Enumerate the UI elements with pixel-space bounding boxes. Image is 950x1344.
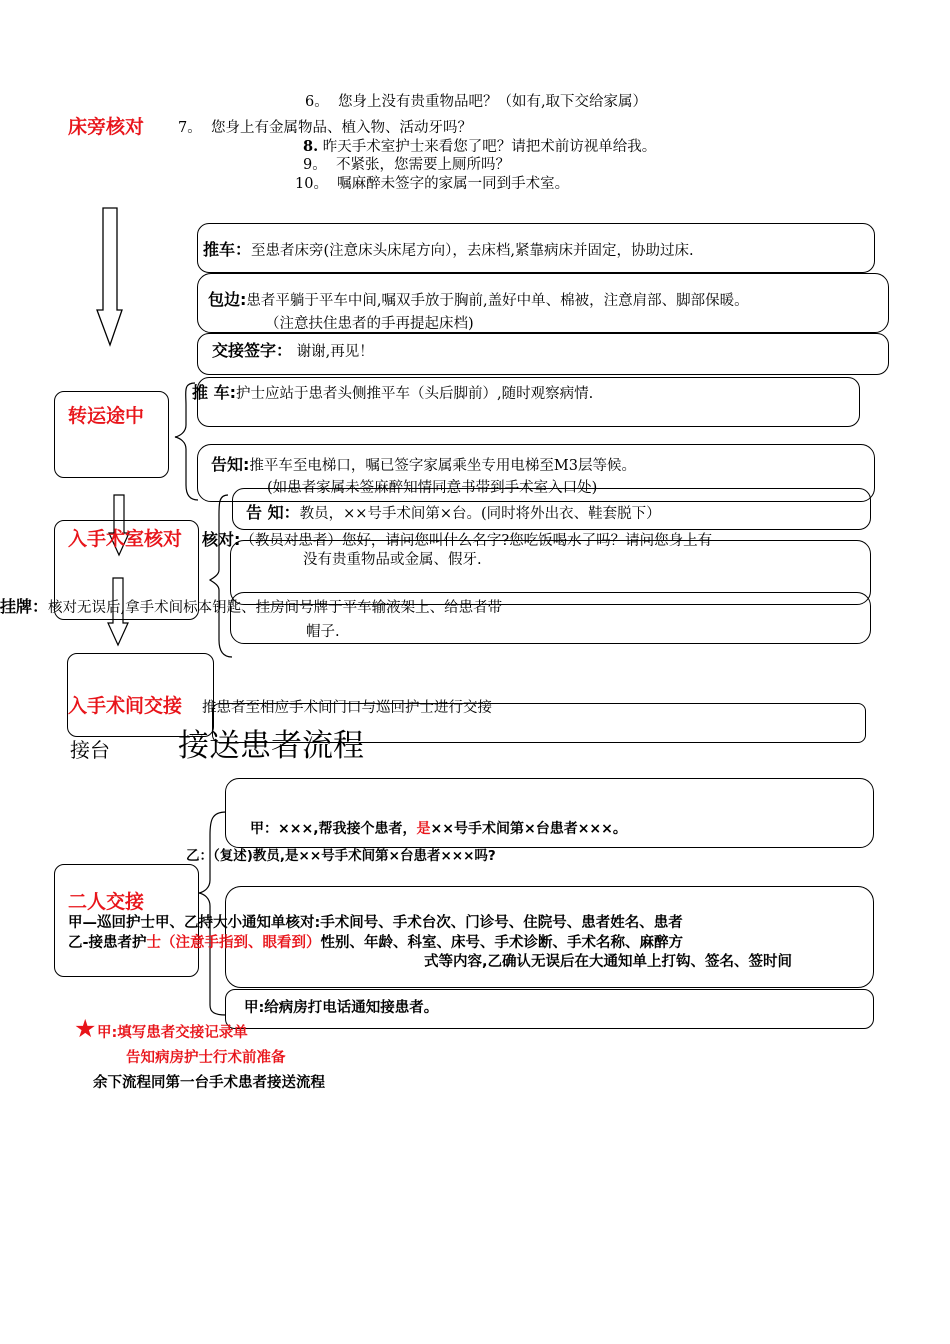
push-cart-text: 推车：至患者床旁(注意床头床尾方向），去床档,紧靠病床并固定，协助过床.	[203, 240, 694, 259]
bedside-label: 床旁核对	[68, 116, 145, 138]
wrap-note: （注意扶住患者的手再提起床档)	[265, 316, 474, 332]
star-note-line-2: 告知病房护士行术前准备	[126, 1050, 286, 1066]
handover-sign-text: 交接签字： 谢谢,再见！	[212, 341, 374, 360]
wrap-text: 包边:患者平躺于平车中间,嘱双手放于胸前,盖好中单、棉被，注意肩部、脚部保暖。	[208, 290, 749, 309]
star-icon: ★	[74, 1014, 97, 1043]
transit-label: 转运途中	[68, 405, 145, 427]
jia-call-patient-text: 甲：×××,帮我接个患者，是××号手术间第×台患者×××。	[250, 821, 627, 837]
enter-room-text: 推患者至相应手术间门口与巡回护士进行交接	[202, 700, 492, 716]
relay-label: 接台	[70, 738, 110, 762]
down-arrow-large	[97, 208, 122, 345]
star-note-line-1: 甲:填写患者交接记录单	[97, 1025, 248, 1041]
bedside-item-6: 6。 您身上没有贵重物品吧？（如有,取下交给家属）	[305, 94, 648, 110]
enter-or-label: 入手术室核对	[68, 528, 183, 550]
or-notify-text: 告 知：教员，××号手术间第×台。(同时将外出衣、鞋套脱下）	[246, 503, 661, 522]
or-check-text: 核对:（教员对患者）您好，请问您叫什么名字?您吃饭喝水了吗？请问您身上有	[202, 530, 713, 549]
or-tag-text: 挂牌：核对无误后,拿手术间标本钥匙、挂房间号牌于平车输液架上、给患者带	[0, 597, 503, 616]
or-tag-text2: 帽子.	[306, 624, 340, 640]
bedside-item-10: 10。 嘱麻醉未签字的家属一同到手术室。	[295, 176, 570, 192]
verify-line-3: 式等内容,乙确认无误后在大通知单上打钩、签名、签时间	[424, 954, 793, 970]
transit-push-text: 推 车:护士应站于患者头侧推平车（头后脚前）,随时观察病情.	[192, 383, 594, 402]
enter-room-label: 入手术间交接	[68, 695, 183, 717]
page-title: 接送患者流程	[178, 728, 364, 764]
bedside-item-9: 9。 不紧张，您需要上厕所吗？	[303, 157, 510, 173]
transit-notify-text: 告知:推平车至电梯口，嘱已签字家属乘坐专用电梯至M3层等候。	[211, 455, 636, 474]
brace-enter-or	[210, 495, 232, 657]
verify-line-2: 乙-接患者护士（注意手指到、眼看到）性别、年龄、科室、床号、手术诊断、手术名称、麻醉方	[68, 935, 684, 951]
verify-line-1: 甲—巡回护士甲、乙持大小通知单核对:手术间号、手术台次、门诊号、住院号、患者姓名、患者	[68, 915, 683, 931]
or-check-text2: 没有贵重物品或金属、假牙.	[303, 552, 482, 568]
transit-notify-note: (如患者家属未签麻醉知情同意书带到手术室入口处)	[267, 480, 598, 496]
bedside-item-8: 8. 昨天手术室护士来看您了吧？请把术前访视单给我。	[303, 138, 657, 155]
footer-note: 余下流程同第一台手术患者接送流程	[93, 1075, 325, 1091]
bedside-item-7: 7。 您身上有金属物品、植入物、活动牙吗？	[178, 120, 472, 136]
two-person-label: 二人交接	[68, 891, 145, 913]
jia-call-ward-text: 甲:给病房打电话通知接患者。	[244, 1000, 439, 1016]
yi-repeat-text: 乙：（复述)教员,是××号手术间第×台患者×××吗?	[186, 848, 496, 864]
